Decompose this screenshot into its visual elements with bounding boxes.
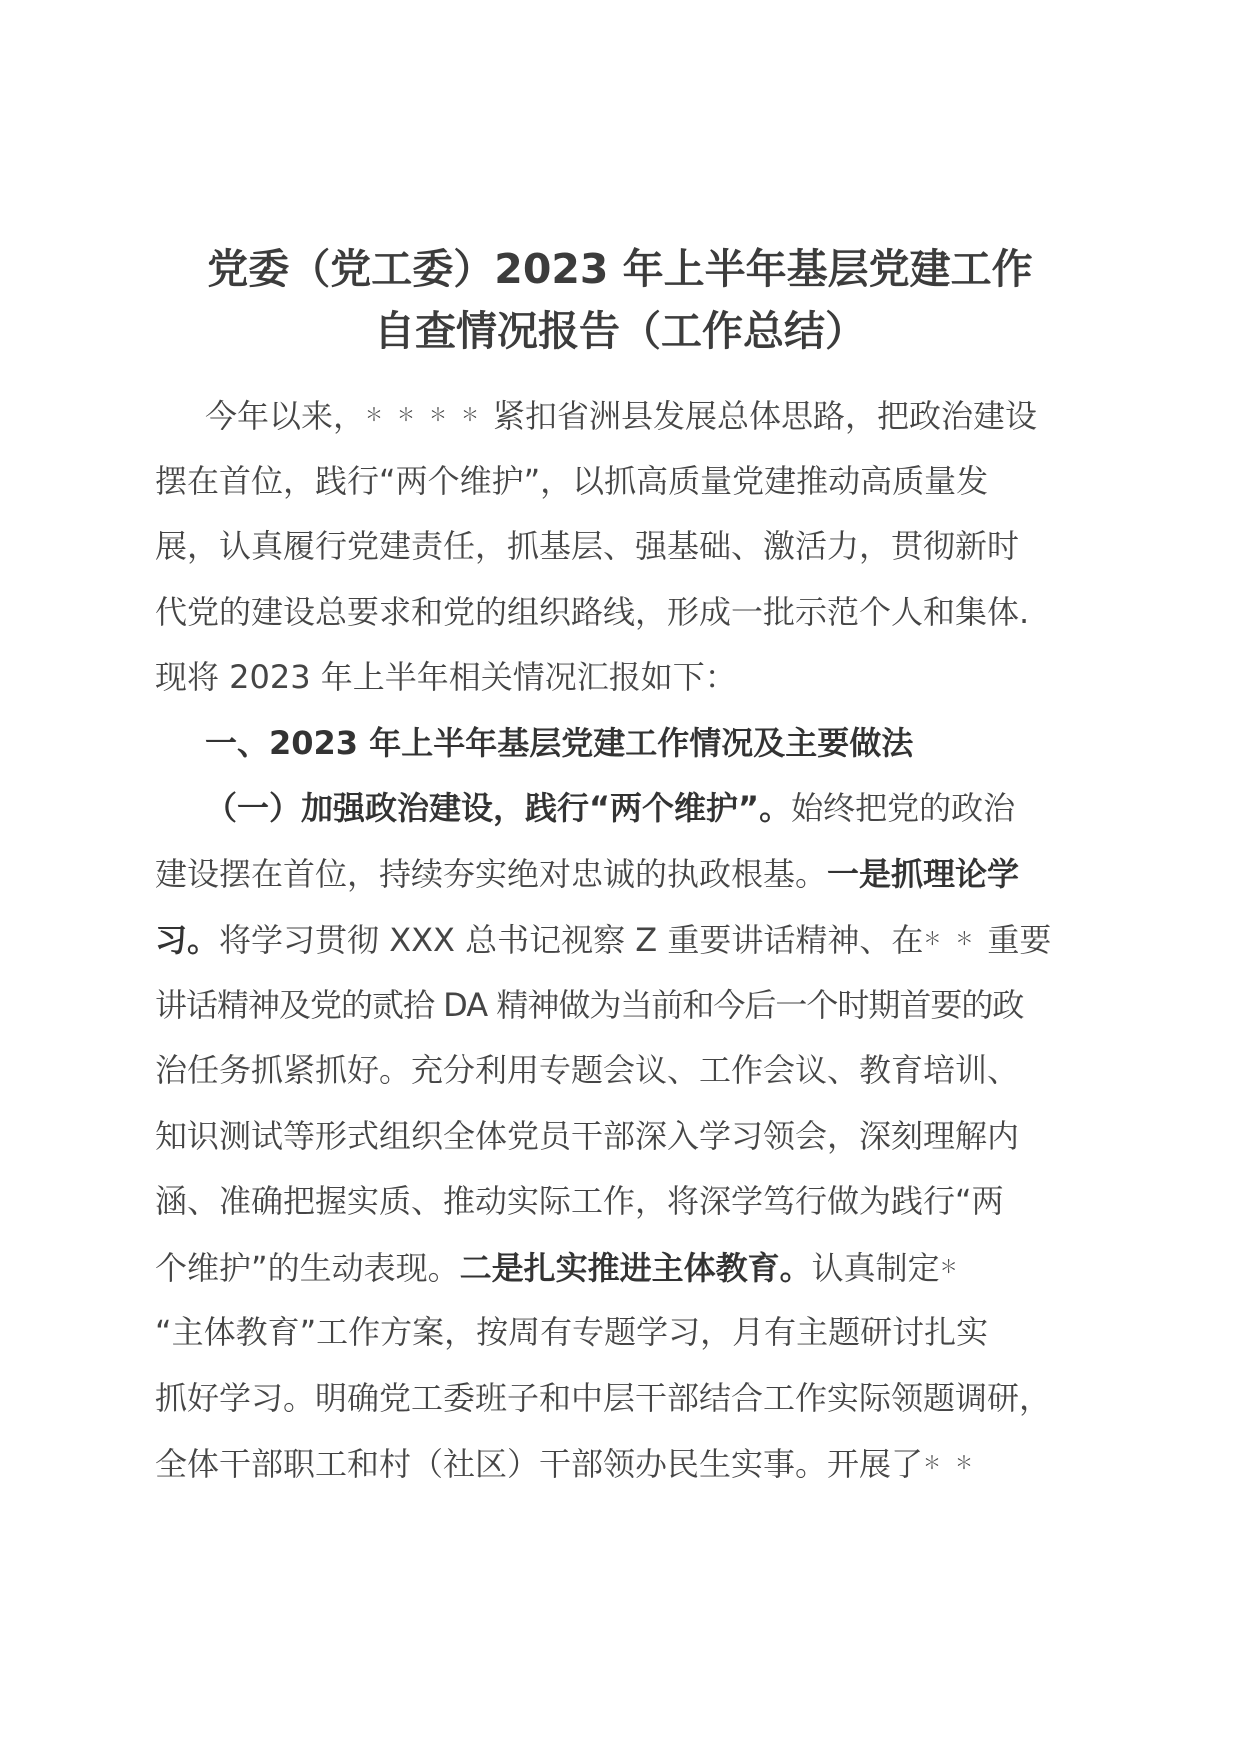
document-body xyxy=(155,383,1095,1497)
paragraph-2-line-5: 治任务抓紧抓好。充分利用专题会议、工作会议、教育培训、 xyxy=(155,1051,1020,1089)
redaction-mark: ＊＊＊＊ xyxy=(365,405,494,426)
paragraph-2-line-10: 抓好学习。明确党工委班子和中层干部结合工作实际领题调研， xyxy=(155,1378,1052,1417)
bold-run: 二是扎实推进主体教育。 xyxy=(459,1248,812,1287)
paragraph-2-line-1 xyxy=(155,776,1095,842)
paragraph-1-line-3: 展，认真履行党建责任，抓基层、强基础、激活力，贯彻新时 xyxy=(155,527,1020,565)
paragraph-1-line-1 xyxy=(155,383,1095,449)
bold-run: 习。 xyxy=(155,921,220,959)
paragraph-2-line-4: 讲话精神及党的贰拾 DA 精神做为当前和今后一个时期首要的政 xyxy=(155,985,1024,1024)
bold-run: （一）加强政治建设，践行“两个维护”。 xyxy=(205,789,792,827)
section-heading-1: 一、2023 年上半年基层党建工作情况及主要做法 xyxy=(205,723,914,762)
paragraph-2-line-8 xyxy=(155,1235,1095,1301)
paragraph-1-line-5: 现将 2023 年上半年相关情况汇报如下： xyxy=(155,658,737,696)
paragraph-1-line-4: 代党的建设总要求和党的组织路线，形成一批示范个人和集体. xyxy=(155,592,1030,631)
text-run: 建设摆在首位，持续夯实绝对忠诚的执政根基。 xyxy=(155,854,828,893)
text-run: 将学习贯彻 XXX 总书记视察 Z 重要讲话精神、在 xyxy=(219,921,924,959)
redaction-mark: ＊ xyxy=(939,1256,972,1278)
text-run: 今年以来， xyxy=(205,397,366,435)
title-line-2: 自查情况报告（工作总结） xyxy=(374,307,866,355)
text-run: 始终把党的政治 xyxy=(791,789,1016,827)
text-run: 紧扣省洲县发展总体思路，把政治建设 xyxy=(493,397,1038,435)
title-line-1: 党委（党工委）2023 年上半年基层党建工作 xyxy=(207,245,1033,293)
document-title xyxy=(140,238,1100,362)
paragraph-2-line-7: 涵、准确把握实质、推动实际工作，将深学笃行做为践行“两 xyxy=(155,1182,1004,1220)
paragraph-2-line-6: 知识测试等形式组织全体党员干部深入学习领会，深刻理解内 xyxy=(155,1116,1020,1155)
redaction-mark: ＊＊ xyxy=(923,929,988,950)
text-run: 个维护”的生动表现。 xyxy=(155,1248,460,1287)
paragraph-2-line-3 xyxy=(155,907,1095,973)
paragraph-1-line-2: 摆在首位，践行“两个维护”，以抓高质量党建推动高质量发 xyxy=(155,461,989,500)
bold-run: 一是抓理论学 xyxy=(827,854,1020,893)
redaction-mark: ＊＊ xyxy=(923,1453,988,1474)
text-run: 认真制定 xyxy=(811,1248,940,1287)
paragraph-2-line-9: “主体教育”工作方案，按周有专题学习，月有主题研讨扎实 xyxy=(155,1313,989,1351)
paragraph-2-line-11 xyxy=(155,1431,1095,1497)
text-run: 全体干部职工和村（社区）干部领办民生实事。开展了 xyxy=(155,1445,924,1483)
text-run: 重要 xyxy=(987,921,1052,959)
paragraph-2-line-2 xyxy=(155,842,1095,908)
